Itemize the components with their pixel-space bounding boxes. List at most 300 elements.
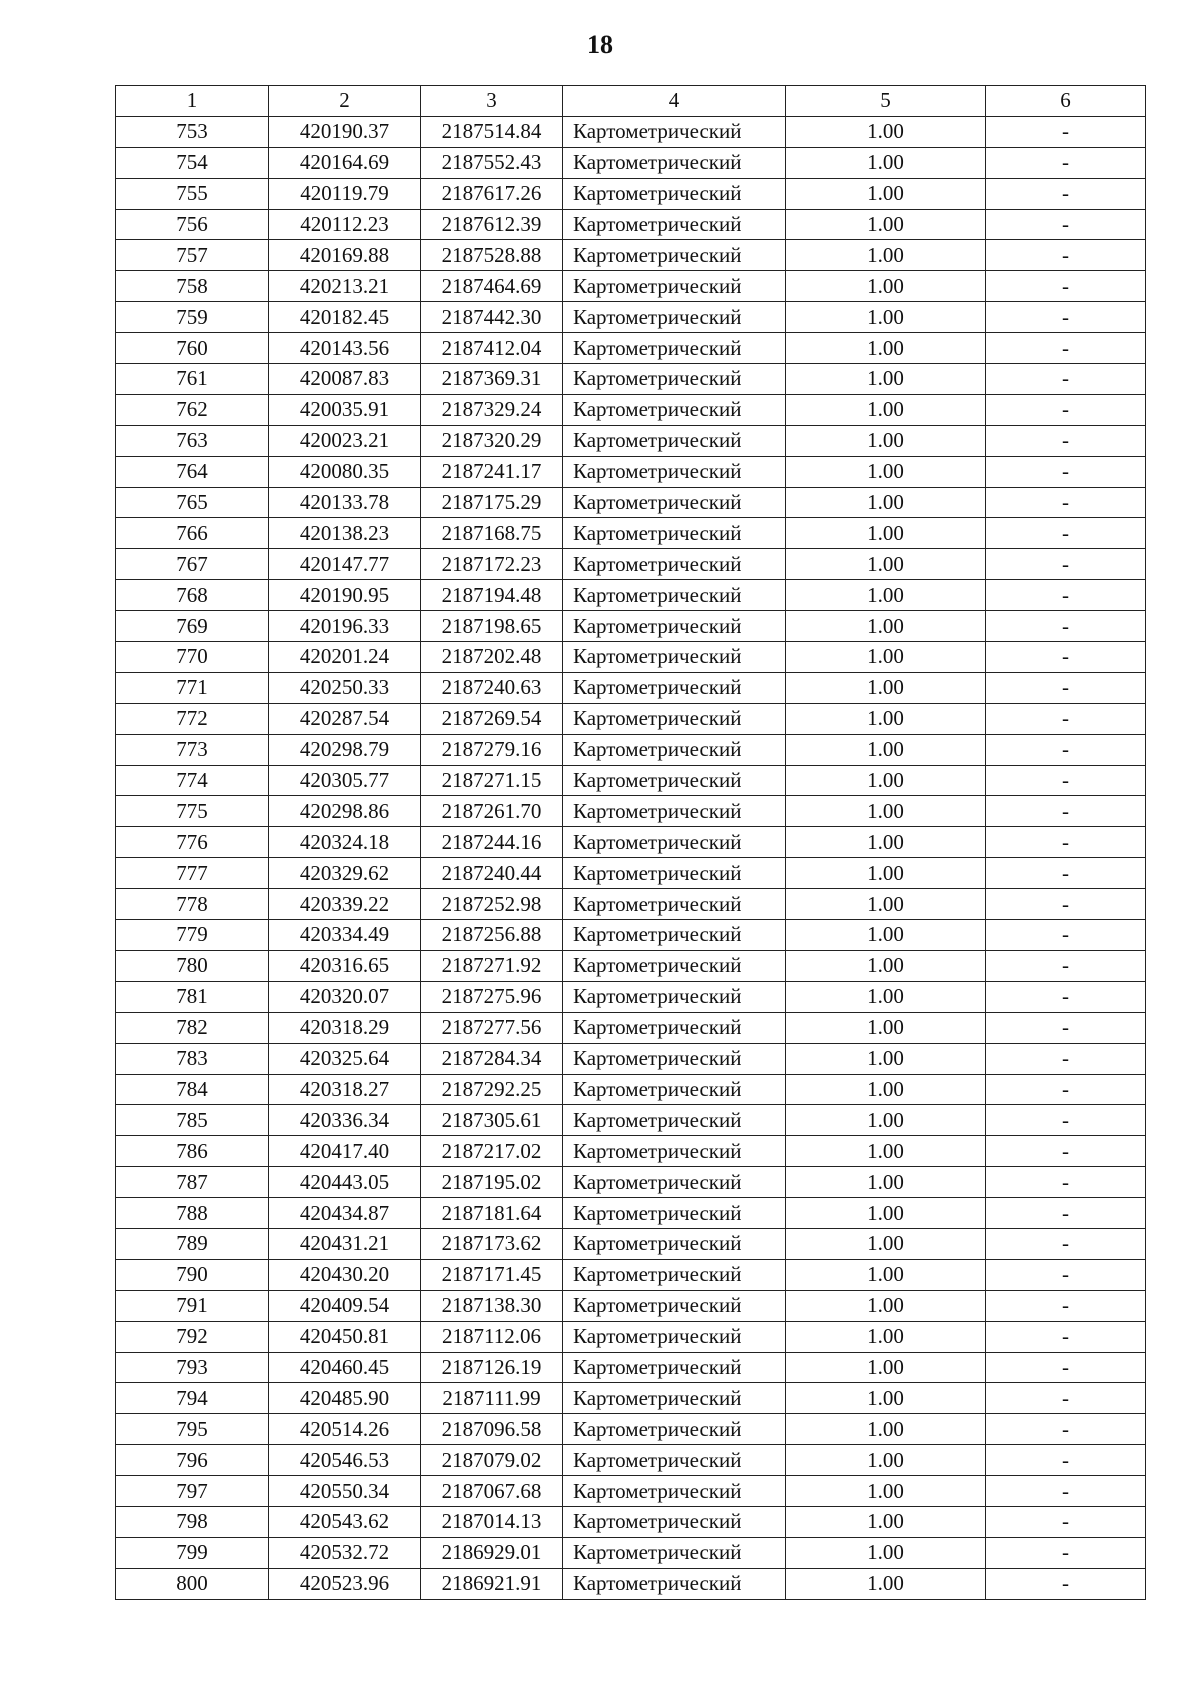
x-coordinate-cell: 420430.20: [269, 1259, 421, 1290]
accuracy-cell: 1.00: [786, 1537, 986, 1568]
y-coordinate-cell: 2187275.96: [421, 981, 563, 1012]
y-coordinate-cell: 2187261.70: [421, 796, 563, 827]
note-cell: -: [986, 1537, 1146, 1568]
method-cell: Картометрический: [563, 950, 786, 981]
y-coordinate-cell: 2187528.88: [421, 240, 563, 271]
point-number-cell: 760: [116, 333, 269, 364]
point-number-cell: 784: [116, 1074, 269, 1105]
note-cell: -: [986, 1321, 1146, 1352]
x-coordinate-cell: 420550.34: [269, 1476, 421, 1507]
method-cell: Картометрический: [563, 302, 786, 333]
table-row: [116, 858, 1146, 889]
accuracy-cell: 1.00: [786, 1012, 986, 1043]
x-coordinate-cell: 420325.64: [269, 1043, 421, 1074]
note-cell: -: [986, 209, 1146, 240]
accuracy-cell: 1.00: [786, 1290, 986, 1321]
y-coordinate-cell: 2186921.91: [421, 1568, 563, 1599]
accuracy-cell: 1.00: [786, 271, 986, 302]
method-cell: Картометрический: [563, 1074, 786, 1105]
table-row: [116, 1506, 1146, 1537]
note-cell: -: [986, 1012, 1146, 1043]
method-cell: Картометрический: [563, 1136, 786, 1167]
y-coordinate-cell: 2187067.68: [421, 1476, 563, 1507]
table-row: [116, 1476, 1146, 1507]
method-cell: Картометрический: [563, 1043, 786, 1074]
table-row: [116, 394, 1146, 425]
note-cell: -: [986, 642, 1146, 673]
method-cell: Картометрический: [563, 796, 786, 827]
method-cell: Картометрический: [563, 1383, 786, 1414]
table-row: [116, 147, 1146, 178]
point-number-cell: 782: [116, 1012, 269, 1043]
point-number-cell: 794: [116, 1383, 269, 1414]
y-coordinate-cell: 2187194.48: [421, 580, 563, 611]
x-coordinate-cell: 420147.77: [269, 549, 421, 580]
note-cell: -: [986, 858, 1146, 889]
accuracy-cell: 1.00: [786, 333, 986, 364]
table-row: [116, 1352, 1146, 1383]
point-number-cell: 776: [116, 827, 269, 858]
note-cell: -: [986, 672, 1146, 703]
y-coordinate-cell: 2187271.92: [421, 950, 563, 981]
method-cell: Картометрический: [563, 394, 786, 425]
table-row: [116, 1136, 1146, 1167]
method-cell: Картометрический: [563, 765, 786, 796]
method-cell: Картометрический: [563, 1506, 786, 1537]
y-coordinate-cell: 2187138.30: [421, 1290, 563, 1321]
note-cell: -: [986, 765, 1146, 796]
header-col-3: 3: [421, 86, 563, 117]
method-cell: Картометрический: [563, 209, 786, 240]
table-row: [116, 1290, 1146, 1321]
method-cell: Картометрический: [563, 271, 786, 302]
point-number-cell: 791: [116, 1290, 269, 1321]
method-cell: Картометрический: [563, 642, 786, 673]
x-coordinate-cell: 420169.88: [269, 240, 421, 271]
y-coordinate-cell: 2187168.75: [421, 518, 563, 549]
accuracy-cell: 1.00: [786, 456, 986, 487]
note-cell: -: [986, 1136, 1146, 1167]
y-coordinate-cell: 2187320.29: [421, 425, 563, 456]
table-row: [116, 425, 1146, 456]
accuracy-cell: 1.00: [786, 734, 986, 765]
x-coordinate-cell: 420143.56: [269, 333, 421, 364]
coordinates-table: [115, 85, 1146, 1600]
table-row: [116, 1105, 1146, 1136]
method-cell: Картометрический: [563, 518, 786, 549]
y-coordinate-cell: 2187172.23: [421, 549, 563, 580]
point-number-cell: 771: [116, 672, 269, 703]
x-coordinate-cell: 420417.40: [269, 1136, 421, 1167]
point-number-cell: 756: [116, 209, 269, 240]
note-cell: -: [986, 1383, 1146, 1414]
y-coordinate-cell: 2187198.65: [421, 611, 563, 642]
accuracy-cell: 1.00: [786, 889, 986, 920]
x-coordinate-cell: 420035.91: [269, 394, 421, 425]
method-cell: Картометрический: [563, 333, 786, 364]
point-number-cell: 773: [116, 734, 269, 765]
table-row: [116, 1228, 1146, 1259]
header-col-4: 4: [563, 86, 786, 117]
method-cell: Картометрический: [563, 1228, 786, 1259]
method-cell: Картометрический: [563, 1321, 786, 1352]
method-cell: Картометрический: [563, 672, 786, 703]
table-row: [116, 1383, 1146, 1414]
x-coordinate-cell: 420431.21: [269, 1228, 421, 1259]
point-number-cell: 792: [116, 1321, 269, 1352]
point-number-cell: 788: [116, 1198, 269, 1229]
point-number-cell: 786: [116, 1136, 269, 1167]
y-coordinate-cell: 2187244.16: [421, 827, 563, 858]
accuracy-cell: 1.00: [786, 827, 986, 858]
note-cell: -: [986, 178, 1146, 209]
accuracy-cell: 1.00: [786, 518, 986, 549]
note-cell: -: [986, 1259, 1146, 1290]
x-coordinate-cell: 420318.27: [269, 1074, 421, 1105]
point-number-cell: 766: [116, 518, 269, 549]
y-coordinate-cell: 2187171.45: [421, 1259, 563, 1290]
note-cell: -: [986, 1476, 1146, 1507]
note-cell: -: [986, 703, 1146, 734]
table-row: [116, 889, 1146, 920]
y-coordinate-cell: 2187195.02: [421, 1167, 563, 1198]
note-cell: -: [986, 1074, 1146, 1105]
table-row: [116, 549, 1146, 580]
note-cell: -: [986, 333, 1146, 364]
accuracy-cell: 1.00: [786, 116, 986, 147]
x-coordinate-cell: 420434.87: [269, 1198, 421, 1229]
accuracy-cell: 1.00: [786, 549, 986, 580]
table-row: [116, 580, 1146, 611]
table-row: [116, 1012, 1146, 1043]
method-cell: Картометрический: [563, 116, 786, 147]
note-cell: -: [986, 302, 1146, 333]
y-coordinate-cell: 2187305.61: [421, 1105, 563, 1136]
table-row: [116, 1445, 1146, 1476]
point-number-cell: 762: [116, 394, 269, 425]
method-cell: Картометрический: [563, 703, 786, 734]
accuracy-cell: 1.00: [786, 858, 986, 889]
accuracy-cell: 1.00: [786, 703, 986, 734]
note-cell: -: [986, 981, 1146, 1012]
note-cell: -: [986, 580, 1146, 611]
y-coordinate-cell: 2187329.24: [421, 394, 563, 425]
point-number-cell: 785: [116, 1105, 269, 1136]
method-cell: Картометрический: [563, 1012, 786, 1043]
page-number: 18: [587, 30, 613, 59]
note-cell: -: [986, 1043, 1146, 1074]
point-number-cell: 800: [116, 1568, 269, 1599]
accuracy-cell: 1.00: [786, 1352, 986, 1383]
table-row: [116, 456, 1146, 487]
table-row: [116, 487, 1146, 518]
x-coordinate-cell: 420450.81: [269, 1321, 421, 1352]
x-coordinate-cell: 420305.77: [269, 765, 421, 796]
y-coordinate-cell: 2187240.44: [421, 858, 563, 889]
table-row: [116, 271, 1146, 302]
y-coordinate-cell: 2187279.16: [421, 734, 563, 765]
accuracy-cell: 1.00: [786, 796, 986, 827]
y-coordinate-cell: 2187202.48: [421, 642, 563, 673]
point-number-cell: 796: [116, 1445, 269, 1476]
accuracy-cell: 1.00: [786, 950, 986, 981]
note-cell: -: [986, 116, 1146, 147]
accuracy-cell: 1.00: [786, 1568, 986, 1599]
x-coordinate-cell: 420409.54: [269, 1290, 421, 1321]
accuracy-cell: 1.00: [786, 178, 986, 209]
method-cell: Картометрический: [563, 549, 786, 580]
table-row: [116, 611, 1146, 642]
table-row: [116, 333, 1146, 364]
method-cell: Картометрический: [563, 456, 786, 487]
method-cell: Картометрический: [563, 1476, 786, 1507]
y-coordinate-cell: 2187552.43: [421, 147, 563, 178]
method-cell: Картометрический: [563, 364, 786, 395]
accuracy-cell: 1.00: [786, 425, 986, 456]
x-coordinate-cell: 420250.33: [269, 672, 421, 703]
point-number-cell: 772: [116, 703, 269, 734]
method-cell: Картометрический: [563, 611, 786, 642]
method-cell: Картометрический: [563, 580, 786, 611]
point-number-cell: 753: [116, 116, 269, 147]
accuracy-cell: 1.00: [786, 1105, 986, 1136]
method-cell: Картометрический: [563, 1167, 786, 1198]
method-cell: Картометрический: [563, 1414, 786, 1445]
point-number-cell: 768: [116, 580, 269, 611]
y-coordinate-cell: 2187256.88: [421, 920, 563, 951]
table-row: [116, 178, 1146, 209]
y-coordinate-cell: 2187292.25: [421, 1074, 563, 1105]
point-number-cell: 767: [116, 549, 269, 580]
accuracy-cell: 1.00: [786, 147, 986, 178]
accuracy-cell: 1.00: [786, 1476, 986, 1507]
note-cell: -: [986, 611, 1146, 642]
header-col-1: 1: [116, 86, 269, 117]
x-coordinate-cell: 420329.62: [269, 858, 421, 889]
table-row: [116, 518, 1146, 549]
method-cell: Картометрический: [563, 981, 786, 1012]
y-coordinate-cell: 2187126.19: [421, 1352, 563, 1383]
x-coordinate-cell: 420164.69: [269, 147, 421, 178]
method-cell: Картометрический: [563, 178, 786, 209]
table-row: [116, 672, 1146, 703]
accuracy-cell: 1.00: [786, 1414, 986, 1445]
accuracy-cell: 1.00: [786, 672, 986, 703]
note-cell: -: [986, 549, 1146, 580]
note-cell: -: [986, 1352, 1146, 1383]
header-col-6: 6: [986, 86, 1146, 117]
method-cell: Картометрический: [563, 425, 786, 456]
note-cell: -: [986, 364, 1146, 395]
point-number-cell: 795: [116, 1414, 269, 1445]
note-cell: -: [986, 1414, 1146, 1445]
table-row: [116, 920, 1146, 951]
accuracy-cell: 1.00: [786, 580, 986, 611]
point-number-cell: 798: [116, 1506, 269, 1537]
x-coordinate-cell: 420532.72: [269, 1537, 421, 1568]
y-coordinate-cell: 2187240.63: [421, 672, 563, 703]
y-coordinate-cell: 2187241.17: [421, 456, 563, 487]
x-coordinate-cell: 420318.29: [269, 1012, 421, 1043]
accuracy-cell: 1.00: [786, 1445, 986, 1476]
point-number-cell: 755: [116, 178, 269, 209]
point-number-cell: 759: [116, 302, 269, 333]
note-cell: -: [986, 394, 1146, 425]
x-coordinate-cell: 420298.86: [269, 796, 421, 827]
header-col-5: 5: [786, 86, 986, 117]
note-cell: -: [986, 1290, 1146, 1321]
table-row: [116, 796, 1146, 827]
note-cell: -: [986, 1228, 1146, 1259]
point-number-cell: 793: [116, 1352, 269, 1383]
point-number-cell: 770: [116, 642, 269, 673]
point-number-cell: 778: [116, 889, 269, 920]
point-number-cell: 790: [116, 1259, 269, 1290]
point-number-cell: 789: [116, 1228, 269, 1259]
y-coordinate-cell: 2186929.01: [421, 1537, 563, 1568]
method-cell: Картометрический: [563, 1445, 786, 1476]
table-row: [116, 1414, 1146, 1445]
x-coordinate-cell: 420298.79: [269, 734, 421, 765]
point-number-cell: 757: [116, 240, 269, 271]
table-row: [116, 1537, 1146, 1568]
x-coordinate-cell: 420514.26: [269, 1414, 421, 1445]
note-cell: -: [986, 1105, 1146, 1136]
point-number-cell: 797: [116, 1476, 269, 1507]
y-coordinate-cell: 2187014.13: [421, 1506, 563, 1537]
method-cell: Картометрический: [563, 1537, 786, 1568]
y-coordinate-cell: 2187514.84: [421, 116, 563, 147]
note-cell: -: [986, 889, 1146, 920]
x-coordinate-cell: 420201.24: [269, 642, 421, 673]
y-coordinate-cell: 2187369.31: [421, 364, 563, 395]
point-number-cell: 781: [116, 981, 269, 1012]
x-coordinate-cell: 420334.49: [269, 920, 421, 951]
x-coordinate-cell: 420287.54: [269, 703, 421, 734]
y-coordinate-cell: 2187252.98: [421, 889, 563, 920]
table-row: [116, 240, 1146, 271]
x-coordinate-cell: 420443.05: [269, 1167, 421, 1198]
x-coordinate-cell: 420213.21: [269, 271, 421, 302]
table-row: [116, 1167, 1146, 1198]
x-coordinate-cell: 420080.35: [269, 456, 421, 487]
note-cell: -: [986, 1568, 1146, 1599]
note-cell: -: [986, 950, 1146, 981]
note-cell: -: [986, 240, 1146, 271]
point-number-cell: 774: [116, 765, 269, 796]
table-row: [116, 1198, 1146, 1229]
point-number-cell: 754: [116, 147, 269, 178]
accuracy-cell: 1.00: [786, 487, 986, 518]
x-coordinate-cell: 420138.23: [269, 518, 421, 549]
accuracy-cell: 1.00: [786, 1228, 986, 1259]
method-cell: Картометрический: [563, 1568, 786, 1599]
y-coordinate-cell: 2187612.39: [421, 209, 563, 240]
x-coordinate-cell: 420023.21: [269, 425, 421, 456]
table-row: [116, 116, 1146, 147]
accuracy-cell: 1.00: [786, 1383, 986, 1414]
method-cell: Картометрический: [563, 240, 786, 271]
x-coordinate-cell: 420460.45: [269, 1352, 421, 1383]
x-coordinate-cell: 420190.95: [269, 580, 421, 611]
x-coordinate-cell: 420339.22: [269, 889, 421, 920]
x-coordinate-cell: 420190.37: [269, 116, 421, 147]
point-number-cell: 779: [116, 920, 269, 951]
x-coordinate-cell: 420196.33: [269, 611, 421, 642]
x-coordinate-cell: 420485.90: [269, 1383, 421, 1414]
accuracy-cell: 1.00: [786, 1321, 986, 1352]
header-col-2: 2: [269, 86, 421, 117]
note-cell: -: [986, 1506, 1146, 1537]
x-coordinate-cell: 420133.78: [269, 487, 421, 518]
accuracy-cell: 1.00: [786, 981, 986, 1012]
point-number-cell: 787: [116, 1167, 269, 1198]
note-cell: -: [986, 827, 1146, 858]
x-coordinate-cell: 420523.96: [269, 1568, 421, 1599]
accuracy-cell: 1.00: [786, 1198, 986, 1229]
x-coordinate-cell: 420336.34: [269, 1105, 421, 1136]
point-number-cell: 783: [116, 1043, 269, 1074]
table-row: [116, 950, 1146, 981]
y-coordinate-cell: 2187173.62: [421, 1228, 563, 1259]
method-cell: Картометрический: [563, 1198, 786, 1229]
table-row: [116, 1321, 1146, 1352]
accuracy-cell: 1.00: [786, 209, 986, 240]
method-cell: Картометрический: [563, 920, 786, 951]
accuracy-cell: 1.00: [786, 1043, 986, 1074]
x-coordinate-cell: 420119.79: [269, 178, 421, 209]
method-cell: Картометрический: [563, 1290, 786, 1321]
table-row: [116, 1568, 1146, 1599]
table-row: [116, 765, 1146, 796]
x-coordinate-cell: 420320.07: [269, 981, 421, 1012]
accuracy-cell: 1.00: [786, 1506, 986, 1537]
note-cell: -: [986, 271, 1146, 302]
y-coordinate-cell: 2187277.56: [421, 1012, 563, 1043]
table-row: [116, 302, 1146, 333]
y-coordinate-cell: 2187617.26: [421, 178, 563, 209]
x-coordinate-cell: 420112.23: [269, 209, 421, 240]
y-coordinate-cell: 2187175.29: [421, 487, 563, 518]
y-coordinate-cell: 2187284.34: [421, 1043, 563, 1074]
accuracy-cell: 1.00: [786, 611, 986, 642]
point-number-cell: 777: [116, 858, 269, 889]
note-cell: -: [986, 518, 1146, 549]
point-number-cell: 769: [116, 611, 269, 642]
accuracy-cell: 1.00: [786, 1167, 986, 1198]
table-row: [116, 703, 1146, 734]
x-coordinate-cell: 420182.45: [269, 302, 421, 333]
note-cell: -: [986, 425, 1146, 456]
accuracy-cell: 1.00: [786, 302, 986, 333]
accuracy-cell: 1.00: [786, 765, 986, 796]
note-cell: -: [986, 147, 1146, 178]
accuracy-cell: 1.00: [786, 1136, 986, 1167]
note-cell: -: [986, 1198, 1146, 1229]
point-number-cell: 761: [116, 364, 269, 395]
note-cell: -: [986, 456, 1146, 487]
point-number-cell: 765: [116, 487, 269, 518]
method-cell: Картометрический: [563, 889, 786, 920]
table-row: [116, 364, 1146, 395]
accuracy-cell: 1.00: [786, 240, 986, 271]
y-coordinate-cell: 2187217.02: [421, 1136, 563, 1167]
y-coordinate-cell: 2187112.06: [421, 1321, 563, 1352]
y-coordinate-cell: 2187181.64: [421, 1198, 563, 1229]
note-cell: -: [986, 487, 1146, 518]
point-number-cell: 780: [116, 950, 269, 981]
x-coordinate-cell: 420087.83: [269, 364, 421, 395]
